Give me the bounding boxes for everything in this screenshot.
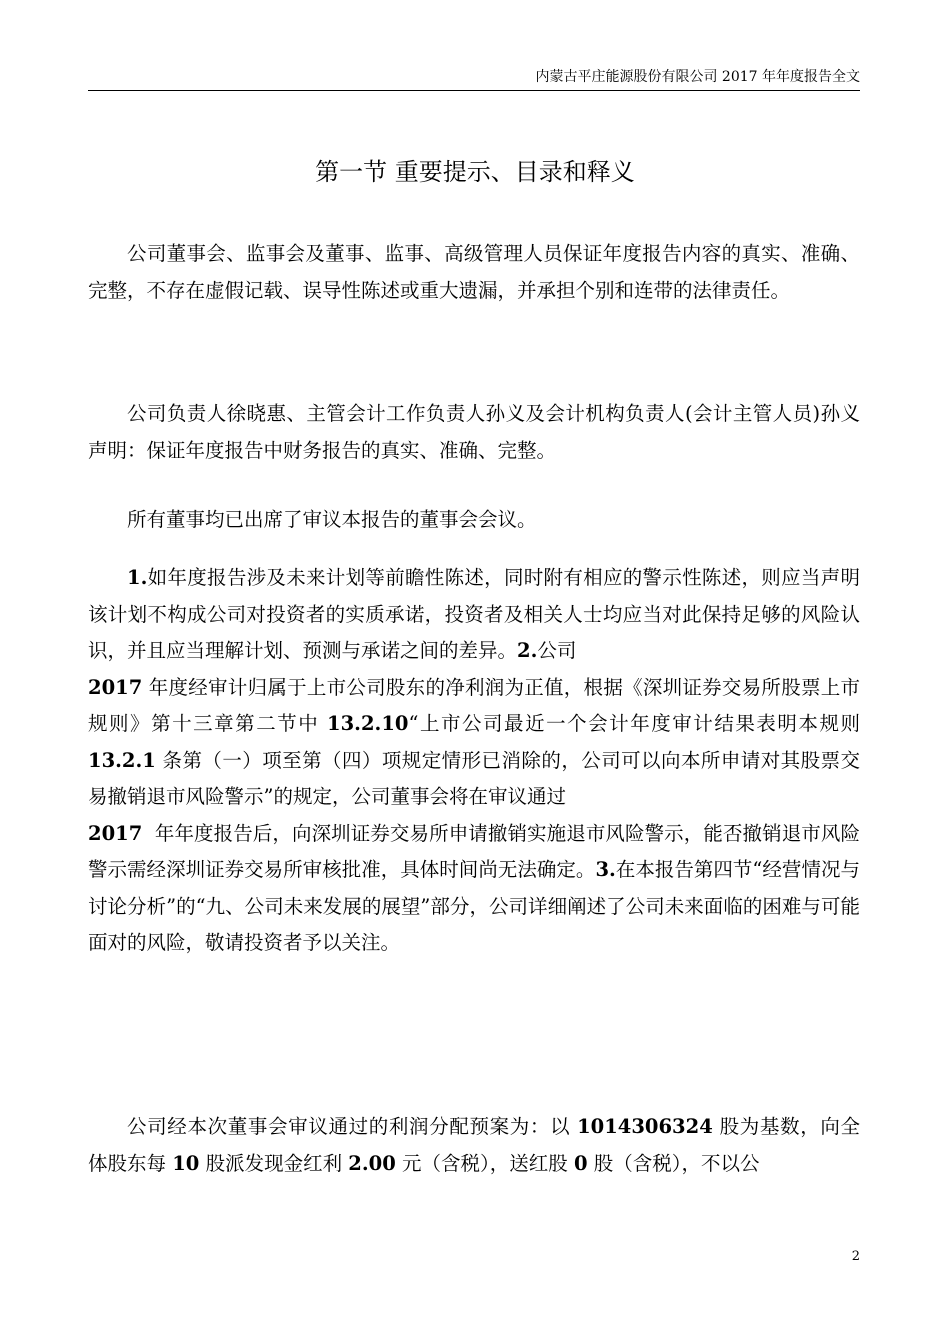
risk-notice-3: 在本报告第四节“经营情况与讨论分析”的“九、公司未来发展的展望”部分，公司详细阐述了公司未来面临的困难与可能面对的风险，敬请投资者予以关注。	[88, 858, 860, 954]
item-number-3: 3.	[595, 858, 616, 881]
section-title: 第一节 重要提示、目录和释义	[315, 158, 635, 186]
year-2017-second: 2017	[88, 821, 143, 845]
distribution-part-d: 元（含税），送红股	[401, 1151, 568, 1175]
page-number: 2	[851, 1249, 860, 1264]
paragraph-risk-notices	[88, 560, 860, 962]
item-number-2: 2.	[517, 639, 538, 662]
rule-13-2-1: 13.2.1	[88, 748, 156, 772]
page-header	[88, 64, 860, 91]
report-title-header: 内蒙古平庄能源股份有限公司 2017 年年度报告全文	[535, 69, 860, 85]
item-number-1: 1.	[127, 566, 148, 589]
paragraph-responsible-persons: 公司负责人徐晓惠、主管会计工作负责人孙义及会计机构负责人(会计主管人员)孙义声明：保证年度报告中财务报告的真实、准确、完整。	[88, 402, 860, 462]
paragraph-directors-attendance: 所有董事均已出席了审议本报告的董事会会议。	[127, 508, 537, 531]
bonus-shares: 0	[573, 1151, 588, 1175]
risk-notice-2-part-e: 年年度报告后，向深圳证券交易所申请撤销实施退市风险警示，能否撤销退市风险警示需经深圳证券交易所审核批准，具体时间尚无法确定。	[88, 821, 860, 881]
year-2017: 2017	[88, 675, 143, 699]
cash-dividend: 2.00	[348, 1151, 396, 1175]
risk-notice-2-part-b: 年度经审计归属于上市公司股东的净利润为正值，根据《深圳证券交易所股票上市规则》第十三章第二节中	[88, 675, 860, 735]
rule-13-2-10: 13.2.10	[327, 712, 409, 735]
distribution-part-b: 股为基数，向全体股东每	[88, 1115, 861, 1175]
base-shares: 1014306324	[577, 1115, 713, 1138]
risk-notice-1: 如年度报告涉及未来计划等前瞻性陈述，同时附有相应的警示性陈述，则应当声明该计划不构成公司对投资者的实质承诺，投资者及相关人士均应当对此保持足够的风险认识，并且应当理解计划、预测与承诺之间的差异。	[88, 566, 860, 662]
paragraph-board-guarantee: 公司董事会、监事会及董事、监事、高级管理人员保证年度报告内容的真实、准确、完整，不存在虚假记载、误导性陈述或重大遗漏，并承担个别和连带的法律责任。	[88, 242, 860, 302]
paragraph-profit-distribution	[88, 1109, 860, 1182]
risk-notice-2-part-d: 条第（一）项至第（四）项规定情形已消除的，公司可以向本所申请对其股票交易撤销退市风险警示”的规定，公司董事会将在审议通过	[88, 748, 860, 808]
distribution-part-c: 股派发现金红利	[205, 1151, 343, 1175]
risk-notice-2-part-a: 公司	[537, 639, 577, 662]
risk-notice-2-part-c: “上市公司最近一个会计年度审计结果表明本规则	[408, 712, 860, 735]
distribution-part-e: 股（含税），不以公	[593, 1151, 760, 1175]
per-shares: 10	[172, 1151, 200, 1175]
distribution-part-a: 公司经本次董事会审议通过的利润分配预案为：以	[127, 1115, 571, 1138]
